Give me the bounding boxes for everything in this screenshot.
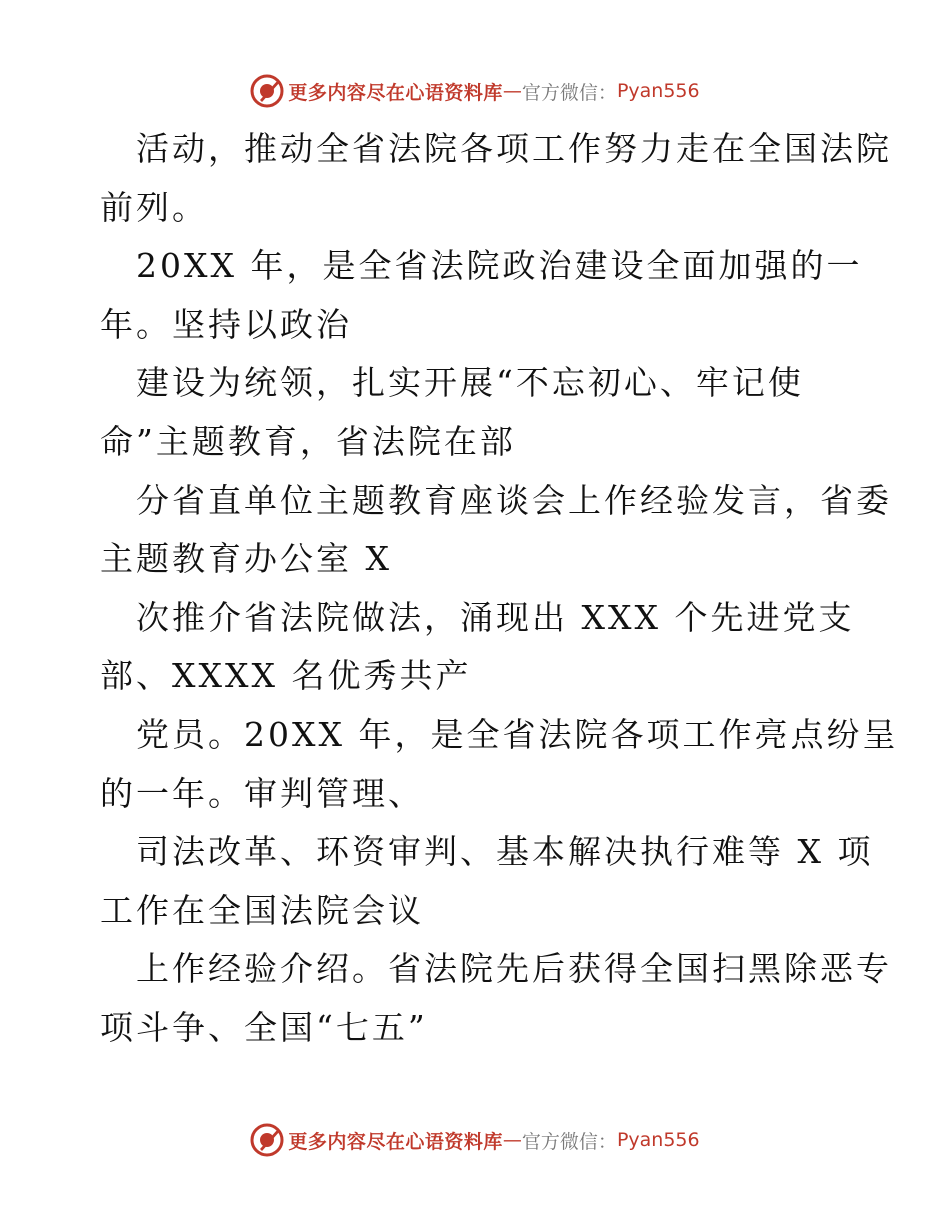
text-line: 项斗争、全国“七五” [100,1007,428,1047]
document-body [100,120,899,1058]
banner-id: Pyan556 [616,1129,700,1151]
text-line: 部、XXXX 名优秀共产 [100,656,472,696]
text-line: 司法改革、环资审判、基本解决执行难等 X 项 [136,832,874,872]
header-banner [0,71,950,111]
text-line: 工作在全国法院会议 [100,890,424,930]
text-line: 上作经验介绍。省法院先后获得全国扫黑除恶专 [136,949,892,989]
text-line: 活动，推动全省法院各项工作努力走在全国法院 [136,129,892,168]
text-line: 的一年。审判管理、 [100,773,424,813]
text-line: 20XX 年，是全省法院政治建设全面加强的一 [136,246,863,286]
banner-site-text: 更多内容尽在心语资料库 [288,81,503,104]
text-line: 前列。 [100,187,208,227]
banner-label: 官方微信： [521,1130,617,1153]
text-line: 主题教育办公室 X [100,539,392,579]
banner-label: 官方微信： [521,81,617,104]
pen-logo-icon [250,74,284,108]
pen-logo-icon [250,1123,284,1157]
text-line: 建设为统领，扎实开展“不忘初心、牢记使 [136,363,804,403]
banner-dash: — [502,80,522,102]
banner-dash: — [502,1129,522,1151]
text-line: 命”主题教育，省法院在部 [100,421,516,461]
text-line: 次推介省法院做法，涌现出 XXX 个先进党支 [136,597,855,637]
footer-banner [0,1120,950,1160]
text-line: 年。坚持以政治 [100,304,352,344]
banner-site-text: 更多内容尽在心语资料库 [288,1130,503,1153]
text-line: 分省直单位主题教育座谈会上作经验发言，省委 [136,480,892,520]
banner-id: Pyan556 [616,80,700,102]
text-line: 党员。20XX 年，是全省法院各项工作亮点纷呈 [136,714,899,754]
